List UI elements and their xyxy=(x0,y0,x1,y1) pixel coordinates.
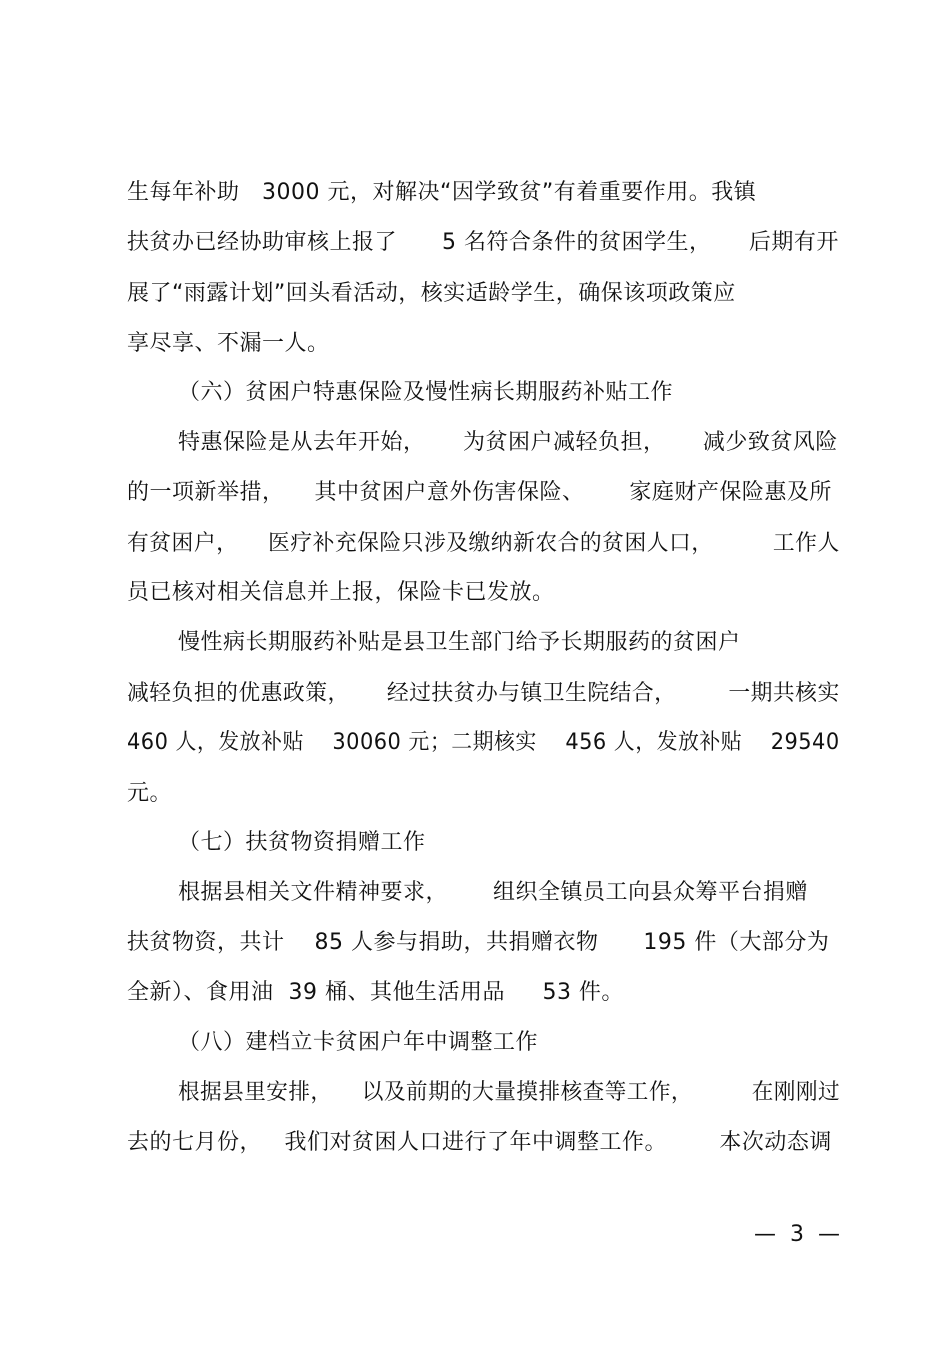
body-text-line: 去的七月份， 我们对贫困人口进行了年中调整工作。 本次动态调 xyxy=(127,1130,832,1155)
body-text-line: 根据县里安排， 以及前期的大量摸排核查等工作， 在刚刚过 xyxy=(178,1080,841,1105)
section-heading: （七）扶贫物资捐赠工作 xyxy=(178,830,426,855)
body-text-line: 元。 xyxy=(127,781,173,806)
body-text-line: 全新）、食用油 39 桶、其他生活用品 53 件。 xyxy=(127,980,624,1005)
body-text-line: 享尽享、不漏一人。 xyxy=(127,331,330,356)
body-text-line: 扶贫物资，共计 85 人参与捐助，共捐赠衣物 195 件（大部分为 xyxy=(127,930,830,955)
body-text-line: 有贫困户， 医疗补充保险只涉及缴纳新农合的贫困人口， 工作人 xyxy=(127,531,840,556)
body-text-line: 扶贫办已经协助审核上报了 5 名符合条件的贫困学生， 后期有开 xyxy=(127,230,839,255)
section-heading: （六）贫困户特惠保险及慢性病长期服药补贴工作 xyxy=(178,380,674,405)
body-text-line: 慢性病长期服药补贴是县卫生部门给予长期服药的贫困户 xyxy=(178,630,741,655)
body-text-line: 特惠保险是从去年开始， 为贫困户减轻负担， 减少致贫风险 xyxy=(178,430,838,455)
body-text-line: 员已核对相关信息并上报，保险卡已发放。 xyxy=(127,580,555,605)
body-text-line: 展了“雨露计划”回头看活动，核实适龄学生，确保该项政策应 xyxy=(127,281,736,306)
body-text-line: 的一项新举措， 其中贫困户意外伤害保险、 家庭财产保险惠及所 xyxy=(127,480,832,505)
page-number: — 3 — xyxy=(754,1222,840,1247)
body-text-line: 生每年补助 3000 元，对解决“因学致贫”有着重要作用。我镇 xyxy=(127,180,757,205)
body-text-line: 根据县相关文件精神要求， 组织全镇员工向县众筹平台捐赠 xyxy=(178,880,808,905)
section-heading: （八）建档立卡贫困户年中调整工作 xyxy=(178,1030,539,1055)
body-text-line: 460 人，发放补贴 30060 元；二期核实 456 人，发放补贴 29540 xyxy=(127,730,840,755)
body-text-line: 减轻负担的优惠政策， 经过扶贫办与镇卫生院结合， 一期共核实 xyxy=(127,681,840,706)
